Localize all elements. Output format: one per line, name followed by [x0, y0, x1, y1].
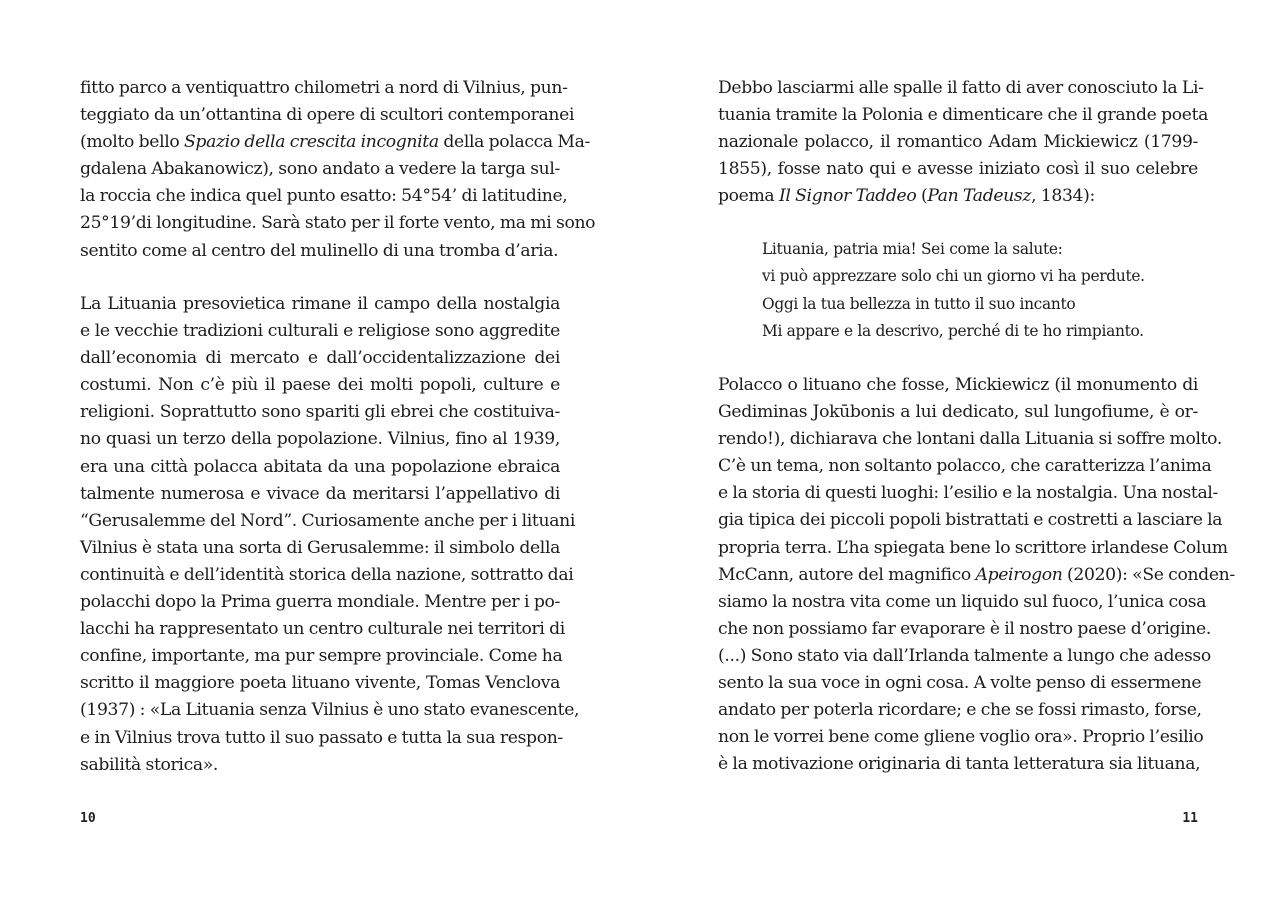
text-line: McCann, autore del magnifico Apeirogon (2020): «Se conden- [718, 564, 1235, 585]
verse-line: Lituania, patria mia! Sei come la salute: [762, 240, 1063, 258]
verse-line: vi può apprezzare solo chi un giorno vi ha perdute. [762, 267, 1145, 286]
text-line: nazionale polacco, il romantico Adam Mickiewicz (1799- [718, 132, 1198, 153]
text-line: La Lituania presovietica rimane il campo della nostalgia [80, 294, 560, 314]
text-line: continuità e dell’identità storica della nazione, sottratto dai [80, 564, 574, 585]
italic-title: Il Signor Taddeo [778, 186, 917, 207]
text-line: (molto bello Spazio della crescita incognita della polacca Ma- [80, 132, 591, 153]
text-line: talmente numerosa e vivace da meritarsi l’appellativo di [80, 483, 560, 504]
text-line: polacchi dopo la Prima guerra mondiale. Mentre per i po- [80, 592, 560, 613]
text-line: religioni. Soprattutto sono spariti gli ebrei che costituiva- [80, 402, 560, 423]
verse-quote [762, 236, 1145, 345]
right-paragraph-2 [718, 372, 1235, 778]
text-line: Debbo lasciarmi alle spalle il fatto di aver conosciuto la Li- [718, 78, 1204, 98]
text-line: sento la sua voce in ogni cosa. A volte penso di essermene [718, 673, 1202, 694]
text-line: lacchi ha rappresentato un centro culturale nei territori di [80, 619, 565, 640]
text-line: è la motivazione originaria di tanta letteratura sia lituana, [718, 754, 1201, 775]
page-number-right: 11 [1182, 811, 1198, 826]
right-page [718, 0, 1235, 904]
text-line: Polacco o lituano che fosse, Mickiewicz (il monumento di [718, 375, 1198, 395]
page-number-left: 10 [80, 811, 96, 826]
text-line: confine, importante, ma pur sempre provinciale. Come ha [80, 646, 563, 667]
left-paragraph-2 [80, 291, 580, 779]
italic-title: Spazio della crescita incognita [184, 132, 439, 153]
text-line: Vilnius è stata una sorta di Gerusalemme: il simbolo della [80, 537, 560, 558]
verse-line: Mi appare e la descrivo, perché di te ho rimpianto. [762, 321, 1144, 340]
text-line: 25°19’di longitudine. Sarà stato per il forte vento, ma mi sono [80, 213, 596, 234]
text-line: gia tipica dei piccoli popoli bistrattati e costretti a lasciare la [718, 510, 1223, 531]
text-line: e in Vilnius trova tutto il suo passato e tutta la sua respon- [80, 727, 563, 748]
text-line: dall’economia di mercato e dall’occidentalizzazione dei [80, 348, 560, 369]
text-line: era una città polacca abitata da una popolazione ebraica [80, 456, 560, 477]
text-line: Gediminas Jokūbonis a lui dedicato, sul lungofiume, è or- [718, 402, 1198, 423]
text-line: (1937) : «La Lituania senza Vilnius è uno stato evanescente, [80, 700, 580, 721]
text-line: 1855), fosse nato qui e avesse iniziato così il suo celebre [718, 159, 1198, 180]
text-line: siamo la nostra vita come un liquido sul fuoco, l’unica cosa [718, 591, 1207, 612]
text-line: non le vorrei bene come gliene voglio ora». Proprio l’esilio [718, 727, 1204, 748]
text-line: tuania tramite la Polonia e dimenticare che il grande poeta [718, 105, 1209, 126]
text-line: sabilità storica». [80, 754, 219, 775]
text-line: (...) Sono stato via dall’Irlanda talmente a lungo che adesso [718, 645, 1211, 666]
italic-title: Apeirogon [975, 564, 1063, 585]
text-line: teggiato da un’ottantina di opere di scultori contemporanei [80, 105, 575, 126]
verse-line: Oggi la tua bellezza in tutto il suo incanto [762, 294, 1076, 313]
text-line: fitto parco a ventiquattro chilometri a nord di Vilnius, pun- [80, 78, 568, 98]
text-line: “Gerusalemme del Nord”. Curiosamente anche per i lituani [80, 510, 575, 531]
text-line: sentito come al centro del mulinello di una tromba d’aria. [80, 240, 559, 261]
text-line: scritto il maggiore poeta lituano vivente, Tomas Venclova [80, 673, 560, 694]
text-line: no quasi un terzo della popolazione. Vilnius, fino al 1939, [80, 429, 560, 450]
text-line: poema Il Signor Taddeo (Pan Tadeusz, 1834): [718, 186, 1095, 207]
italic-title: Pan Tadeusz [927, 186, 1032, 207]
left-page [80, 0, 596, 904]
left-paragraph-1 [80, 75, 596, 265]
text-line: e la storia di questi luoghi: l’esilio e la nostalgia. Una nostal- [718, 483, 1218, 504]
text-line: la roccia che indica quel punto esatto: 54°54’ di latitudine, [80, 186, 568, 207]
text-line: gdalena Abakanowicz), sono andato a vedere la targa sul- [80, 159, 560, 180]
text-line: costumi. Non c’è più il paese dei molti popoli, culture e [80, 375, 560, 396]
right-paragraph-1 [718, 75, 1209, 210]
text-line: che non possiamo far evaporare è il nostro paese d’origine. [718, 618, 1211, 639]
text-line: C’è un tema, non soltanto polacco, che caratterizza l’anima [718, 456, 1212, 477]
text-line: propria terra. L’ha spiegata bene lo scrittore irlandese Colum [718, 537, 1228, 558]
text-line: andato per poterla ricordare; e che se fossi rimasto, forse, [718, 700, 1202, 721]
text-line: e le vecchie tradizioni culturali e religiose sono aggredite [80, 321, 560, 342]
text-line: rendo!), dichiarava che lontani dalla Lituania si soffre molto. [718, 429, 1222, 450]
